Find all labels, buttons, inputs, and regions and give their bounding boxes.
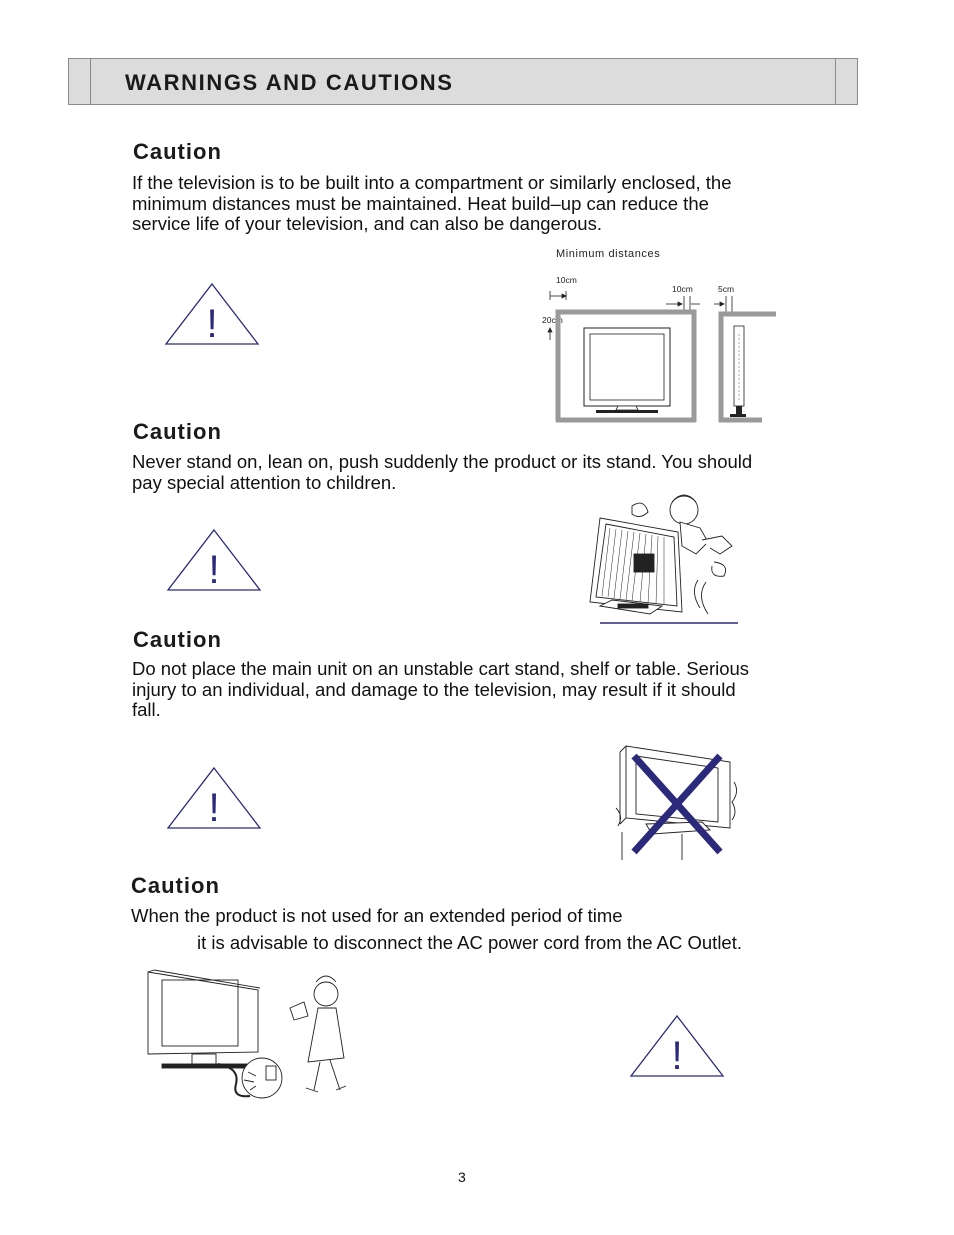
page-title: WARNINGS AND CAUTIONS (125, 70, 454, 95)
text-line: When the product is not used for an extended period of time (131, 905, 623, 926)
caution-text-4b (197, 933, 742, 954)
text-line: pay special attention to children. (132, 471, 397, 493)
text-line: it is advisable to disconnect the AC power cord from the AC Outlet. (197, 932, 742, 953)
text-line: If the television is to be built into a compartment or similarly enclosed, the (132, 172, 732, 193)
text-line: fall. (132, 699, 161, 720)
section-banner (68, 58, 858, 105)
banner-right-tab (835, 59, 857, 104)
tv-clearance-diagram (536, 244, 781, 426)
exclamation-glyph: ! (208, 548, 220, 592)
banner-left-tab (69, 59, 91, 104)
warning-triangle-icon (164, 282, 260, 346)
text-line: Never stand on, lean on, push suddenly the product or its stand. You should (132, 451, 753, 472)
text-line: minimum distances must be maintained. Heat build–up can reduce the (132, 192, 709, 214)
caution-heading-2: Caution (133, 419, 222, 444)
diagram-caption: Minimum distances (556, 248, 661, 260)
caution-text-4 (131, 906, 623, 927)
text-line: service life of your television, and can also be dangerous. (132, 213, 602, 234)
caution-text-3 (132, 659, 749, 721)
exclamation-glyph: ! (208, 786, 220, 830)
unplug-cord-illustration (140, 968, 352, 1108)
exclamation-glyph: ! (671, 1034, 683, 1078)
label-20cm: 20cm (542, 315, 563, 325)
caution-heading-4: Caution (131, 873, 220, 898)
page-number: 3 (458, 1169, 466, 1185)
child-pushing-tv-illustration (582, 484, 764, 628)
exclamation-glyph: ! (206, 302, 218, 346)
text-line: Do not place the main unit on an unstable cart stand, shelf or table. Serious (132, 658, 750, 679)
unstable-tv-x-illustration (612, 742, 748, 862)
caution-heading-1: Caution (133, 139, 222, 164)
label-10cm-side: 10cm (672, 284, 693, 294)
warning-triangle-icon (629, 1014, 725, 1078)
caution-heading-3: Caution (133, 627, 222, 652)
warning-triangle-icon (166, 766, 262, 830)
warning-triangle-icon (166, 528, 262, 592)
caution-text-1 (132, 173, 731, 235)
text-line: injury to an individual, and damage to the television, may result if it should (132, 678, 736, 700)
label-10cm-top: 10cm (556, 275, 577, 285)
label-5cm: 5cm (718, 284, 735, 294)
